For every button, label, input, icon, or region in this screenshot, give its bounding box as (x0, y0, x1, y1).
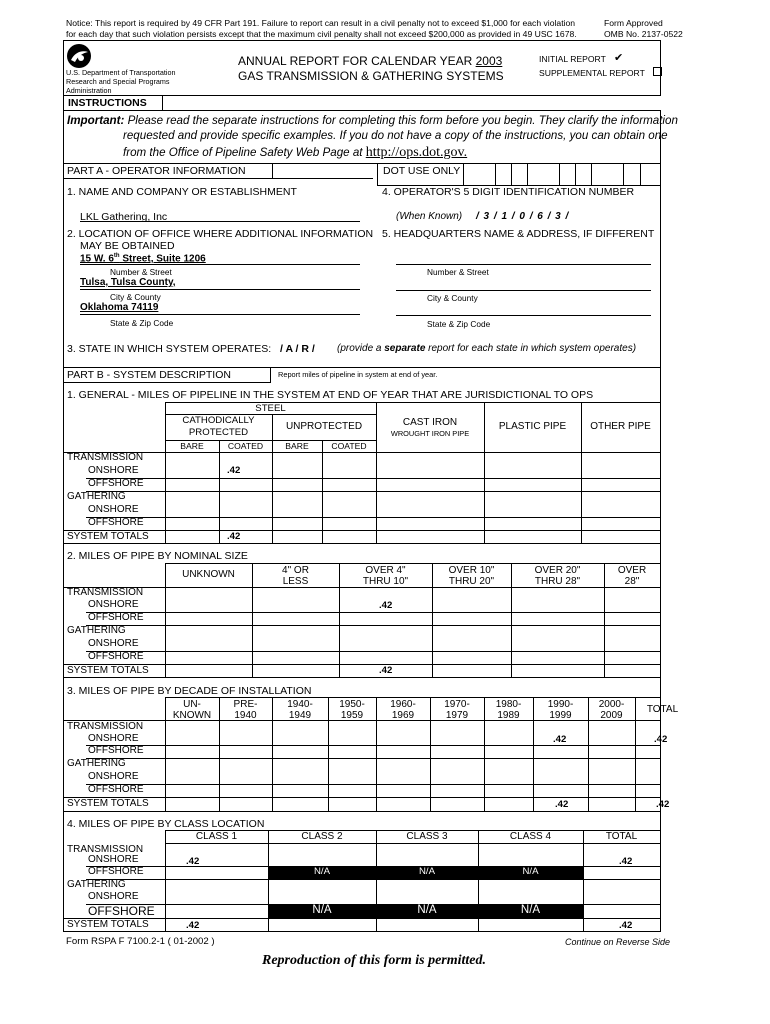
omb-number: OMB No. 2137-0522 (604, 29, 683, 39)
s3-col-1990s: 1990- 1999 (547, 699, 574, 721)
s4-col-class3: CLASS 3 (406, 831, 448, 842)
initial-report-check-icon[interactable]: ✔ (614, 52, 624, 64)
s3-gathering-label: GATHERING (67, 758, 126, 769)
s3-col-1980s: 1980- 1989 (495, 699, 522, 721)
q2-label-line-1: 2. LOCATION OF OFFICE WHERE ADDITIONAL INFORMATION (67, 228, 374, 240)
s4-title: 4. MILES OF PIPE BY CLASS LOCATION (67, 818, 265, 830)
q4-when-known: (When Known) (396, 211, 463, 222)
s4-trans-offshore-class2-na: N/A (314, 866, 330, 877)
s4-system-totals-label: SYSTEM TOTALS (67, 919, 149, 930)
s1-cast-iron-header: CAST IRON (402, 417, 458, 428)
s3-trans-onshore-label: ONSHORE (88, 733, 139, 744)
s1-trans-onshore-coated[interactable]: .42 (227, 465, 241, 476)
part-a-title: PART A - OPERATOR INFORMATION (67, 165, 246, 177)
instructions-line-2: requested and provide specific examples. If you do not have a copy of the instructions, you can obtain one (123, 129, 668, 142)
s4-col-class2: CLASS 2 (301, 831, 343, 842)
s1-trans-offshore-label: OFFSHORE (88, 478, 144, 489)
instructions-line-1: Important: Please read the separate instructions for completing this form before you begin. They clarify the information (67, 114, 678, 127)
s4-col-class1: CLASS 1 (195, 831, 238, 842)
s1-steel-header: STEEL (255, 403, 286, 414)
q5-state-caption: State & Zip Code (427, 319, 491, 329)
q2-label-line-2: MAY BE OBTAINED (80, 240, 175, 252)
s1-gathering-label: GATHERING (67, 491, 126, 502)
s4-col-total: TOTAL (605, 831, 638, 842)
s2-col-over-10: OVER 10" THRU 20" (448, 565, 495, 587)
s3-gath-onshore-label: ONSHORE (88, 771, 139, 782)
s2-col-over-4: OVER 4" THRU 10" (362, 565, 409, 587)
s4-trans-onshore-total[interactable]: .42 (619, 856, 633, 867)
q2-street-caption: Number & Street (110, 267, 172, 277)
s1-gath-onshore-label: ONSHORE (88, 504, 139, 515)
q4-label: 4. OPERATOR'S 5 DIGIT IDENTIFICATION NUMBER (382, 186, 635, 198)
q3-state-value[interactable]: / A / R / (280, 343, 315, 355)
s3-totals-total[interactable]: .42 (656, 799, 670, 810)
initial-report-label: INITIAL REPORT (539, 54, 606, 64)
s4-gathering-label: GATHERING (67, 879, 126, 890)
s3-trans-onshore-1990s[interactable]: .42 (553, 734, 567, 745)
q5-street-caption: Number & Street (427, 267, 489, 277)
s1-bare-header-2: BARE (285, 441, 309, 451)
supplemental-report-label: SUPPLEMENTAL REPORT (539, 68, 645, 78)
s4-trans-onshore-label: ONSHORE (88, 854, 139, 865)
s3-totals-1990s[interactable]: .42 (555, 799, 569, 810)
part-b-title: PART B - SYSTEM DESCRIPTION (67, 369, 231, 381)
s4-gath-offshore-class4-na: N/A (520, 904, 541, 916)
s2-trans-offshore-label: OFFSHORE (88, 612, 144, 623)
s2-gath-offshore-label: OFFSHORE (88, 651, 144, 662)
q1-label: 1. NAME AND COMPANY OR ESTABLISHMENT (67, 186, 297, 198)
q2-street-value[interactable]: 15 W. 6th Street, Suite 1206 (80, 253, 206, 265)
s2-col-unknown: UNKNOWN (182, 569, 235, 580)
s2-gath-onshore-label: ONSHORE (88, 638, 139, 649)
s4-totals-class1[interactable]: .42 (186, 920, 200, 931)
q3-note: (provide a separate report for each state in which system operates) (337, 343, 637, 354)
s1-cathodic-header-2: PROTECTED (188, 427, 249, 438)
s4-transmission-label: TRANSMISSION (67, 844, 144, 855)
q5-city-caption: City & County (427, 293, 478, 303)
notice-line-1: Notice: This report is required by 49 CFR Part 191. Failure to report can result in a civil penalty not to exceed $1,000 for each violation (66, 18, 576, 28)
s2-col-over-20: OVER 20" THRU 28" (534, 565, 581, 587)
s4-gath-offshore-class3-na: N/A (417, 904, 437, 916)
s3-gath-offshore-label: OFFSHORE (88, 784, 144, 795)
s2-totals-over4[interactable]: .42 (379, 665, 393, 676)
q2-state-value[interactable]: Oklahoma 74119 (80, 302, 159, 313)
s1-totals-coated[interactable]: .42 (227, 531, 241, 542)
s2-col-4-or-less: 4" OR LESS (282, 565, 309, 587)
q3-label: 3. STATE IN WHICH SYSTEM OPERATES: (67, 343, 272, 355)
s3-title: 3. MILES OF PIPE BY DECADE OF INSTALLATION (67, 685, 312, 697)
s1-coated-header-2: COATED (331, 441, 367, 451)
report-title-line-2: GAS TRANSMISSION & GATHERING SYSTEMS (238, 69, 504, 83)
s4-trans-offshore-label: OFFSHORE (88, 866, 144, 877)
part-b-note: Report miles of pipeline in system at end of year. (278, 370, 438, 379)
agency-line-1: U.S. Department of Transportation (66, 68, 176, 77)
s3-col-unknown: UN- KNOWN (172, 699, 212, 721)
s1-cathodic-header-1: CATHODICALLY (182, 415, 255, 426)
s3-col-1970s: 1970- 1979 (444, 699, 470, 721)
s3-col-2000s: 2000- 2009 (598, 699, 625, 721)
s3-col-1950s: 1950- 1959 (339, 699, 365, 721)
s4-trans-onshore-class1[interactable]: .42 (186, 856, 200, 867)
s1-unprotected-header: UNPROTECTED (285, 421, 363, 432)
reproduction-note: Reproduction of this form is permitted. (262, 953, 487, 968)
s3-trans-onshore-total[interactable]: .42 (654, 734, 668, 745)
q4-operator-id[interactable]: / 3 / 1 / 0 / 6 / 3 / (476, 211, 569, 222)
s4-totals-total[interactable]: .42 (619, 920, 633, 931)
s4-gath-onshore-label: ONSHORE (88, 891, 139, 902)
s4-gath-offshore-label: OFFSHORE (88, 904, 155, 918)
dot-logo-icon (66, 43, 92, 69)
s1-wrought-iron-header: WROUGHT IRON PIPE (390, 429, 470, 438)
s3-trans-offshore-label: OFFSHORE (88, 745, 144, 756)
form-approved: Form Approved (604, 18, 663, 28)
s2-transmission-label: TRANSMISSION (67, 587, 144, 598)
s1-bare-header-1: BARE (180, 441, 204, 451)
q2-state-caption: State & Zip Code (110, 318, 174, 328)
q5-label: 5. HEADQUARTERS NAME & ADDRESS, IF DIFFERENT (382, 228, 655, 240)
s4-col-class4: CLASS 4 (509, 831, 552, 842)
ops-web-link[interactable]: http://ops.dot.gov. (365, 145, 468, 160)
s1-gath-offshore-label: OFFSHORE (88, 517, 144, 528)
s2-system-totals-label: SYSTEM TOTALS (67, 665, 149, 676)
agency-line-3: Administration (66, 86, 112, 95)
s2-trans-onshore-over4[interactable]: .42 (379, 600, 393, 611)
q2-city-value[interactable]: Tulsa, Tulsa County, (80, 277, 176, 288)
dot-use-only-label: DOT USE ONLY (383, 165, 461, 177)
s3-system-totals-label: SYSTEM TOTALS (67, 798, 149, 809)
s3-transmission-label: TRANSMISSION (67, 721, 144, 732)
s4-trans-offshore-class3-na: N/A (419, 866, 435, 877)
s1-other-header: OTHER PIPE (590, 421, 651, 432)
s3-col-total: TOTAL (646, 704, 679, 715)
form-id: Form RSPA F 7100.2-1 ( 01-2002 ) (66, 936, 215, 947)
instructions-label: INSTRUCTIONS (68, 97, 147, 109)
s2-gathering-label: GATHERING (67, 625, 126, 636)
notice-line-2: for each day that such violation persists except that the maximum civil penalty shall not exceed $200,000 as provided in 49 USC 1678. (66, 29, 577, 39)
instructions-line-3: from the Office of Pipeline Safety Web Page at http://ops.dot.gov. (123, 145, 468, 160)
continue-reverse: Continue on Reverse Side (565, 937, 671, 947)
s1-title: 1. GENERAL - MILES OF PIPELINE IN THE SYSTEM AT END OF YEAR THAT ARE JURISDICTIONAL TO OPS (67, 389, 594, 401)
s1-coated-header-1: COATED (227, 441, 264, 451)
s3-col-1960s: 1960- 1969 (390, 699, 416, 721)
s4-gath-offshore-class2-na: N/A (312, 904, 332, 916)
s2-trans-onshore-label: ONSHORE (88, 599, 139, 610)
s3-col-pre1940: PRE- 1940 (233, 699, 258, 721)
s1-trans-onshore-label: ONSHORE (88, 465, 139, 476)
s1-plastic-header: PLASTIC PIPE (498, 421, 567, 432)
report-title-line-1: ANNUAL REPORT FOR CALENDAR YEAR 2003 (238, 54, 503, 68)
q1-company-name[interactable]: LKL Gathering, Inc (80, 211, 168, 223)
s2-col-over-28: OVER 28" (617, 565, 647, 587)
s4-trans-offshore-class4-na: N/A (522, 866, 539, 877)
s1-system-totals-label: SYSTEM TOTALS (67, 531, 149, 542)
q2-city-caption: City & County (110, 292, 161, 302)
agency-line-2: Research and Special Programs (66, 77, 170, 86)
s2-title: 2. MILES OF PIPE BY NOMINAL SIZE (67, 550, 248, 562)
s1-transmission-label: TRANSMISSION (67, 452, 144, 463)
s3-col-1940s: 1940- 1949 (287, 699, 313, 721)
